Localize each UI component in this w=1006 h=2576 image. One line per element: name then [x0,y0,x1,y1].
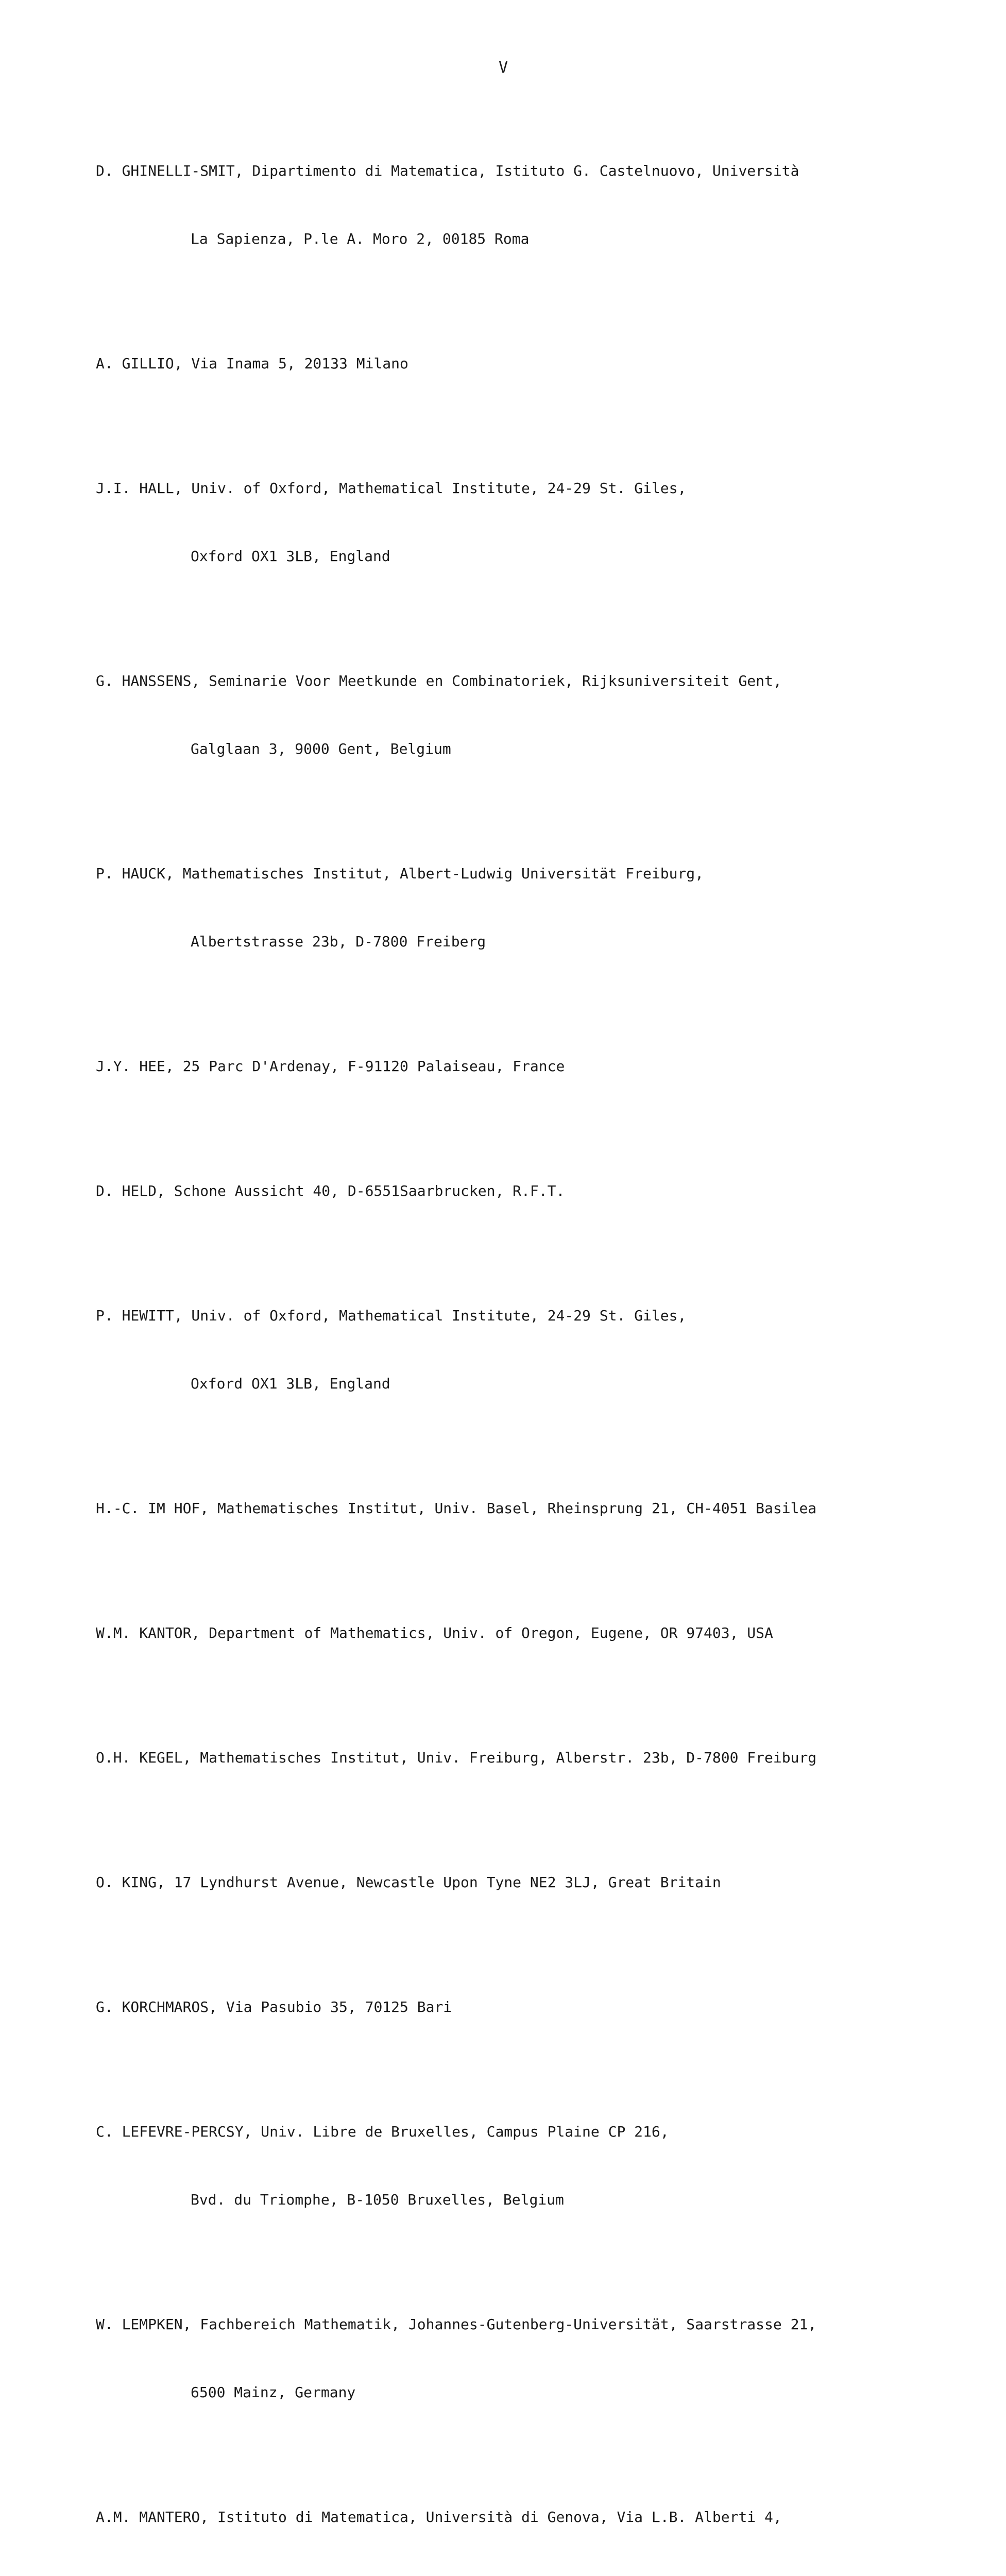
list-item [96,307,930,420]
entry-continuation: 6500 Mainz, Germany [191,2384,356,2401]
entry-line: P. HEWITT, Univ. of Oxford, Mathematical Institute, 24-29 St. Giles, [96,1307,687,1324]
participant-list [96,114,930,2576]
entry-line: W.M. KANTOR, Department of Mathematics, Univ. of Oregon, Eugene, OR 97403, USA [96,1624,773,1641]
list-item [96,1577,930,1690]
list-item [96,2075,930,2257]
entry-line: H.-C. IM HOF, Mathematisches Institut, Univ. Basel, Rheinsprung 21, CH-4051 Basilea [96,1500,817,1517]
list-item [96,114,930,296]
list-item [96,1701,930,1815]
entry-line: D. HELD, Schone Aussicht 40, D-6551Saarbrucken, R.F.T. [96,1182,565,1199]
entry-continuation: Oxford OX1 3LB, England [191,548,390,565]
entry-line: O. KING, 17 Lyndhurst Avenue, Newcastle Upon Tyne NE2 3LJ, Great Britain [96,1874,721,1891]
entry-line: J.I. HALL, Univ. of Oxford, Mathematical Institute, 24-29 St. Giles, [96,480,687,497]
list-item [96,817,930,998]
entry-continuation: Galglaan 3, 9000 Gent, Belgium [191,740,451,757]
entry-continuation: Albertstrasse 23b, D-7800 Freiberg [191,933,486,950]
entry-line: C. LEFEVRE-PERCSY, Univ. Libre de Bruxelles, Campus Plaine CP 216, [96,2123,669,2140]
list-item [96,1452,930,1565]
entry-line: W. LEMPKEN, Fachbereich Mathematik, Johannes-Gutenberg-Universität, Saarstrasse 21, [96,2316,817,2333]
list-item [96,1951,930,2064]
list-item [96,624,930,806]
entry-line: G. HANSSENS, Seminarie Voor Meetkunde en Combinatoriek, Rijksuniversiteit Gent, [96,672,782,689]
page-number: V [499,59,508,77]
entry-line: A. GILLIO, Via Inama 5, 20133 Milano [96,355,408,372]
entry-continuation [96,2574,930,2576]
entry-continuation: La Sapienza, P.le A. Moro 2, 00185 Roma [191,230,530,247]
entry-line: P. HAUCK, Mathematisches Institut, Albert-Ludwig Universität Freiburg, [96,865,704,882]
list-item [96,2268,930,2449]
entry-line: G. KORCHMAROS, Via Pasubio 35, 70125 Bari [96,1998,452,2015]
entry-continuation: Oxford OX1 3LB, England [191,1375,390,1392]
list-item [96,1010,930,1123]
entry-line: J.Y. HEE, 25 Parc D'Ardenay, F-91120 Palaiseau, France [96,1058,565,1075]
list-item [96,1826,930,1939]
list-item [96,432,930,613]
entry-line: O.H. KEGEL, Mathematisches Institut, Univ. Freiburg, Alberstr. 23b, D-7800 Freiburg [96,1749,817,1766]
entry-continuation: Bvd. du Triomphe, B-1050 Bruxelles, Belgium [191,2191,564,2208]
entry-line: A.M. MANTERO, Istituto di Matematica, Università di Genova, Via L.B. Alberti 4, [96,2509,782,2526]
list-item [96,1259,930,1440]
list-item [96,2461,930,2576]
entry-line: D. GHINELLI-SMIT, Dipartimento di Matematica, Istituto G. Castelnuovo, Università [96,162,799,179]
list-item [96,1134,930,1248]
